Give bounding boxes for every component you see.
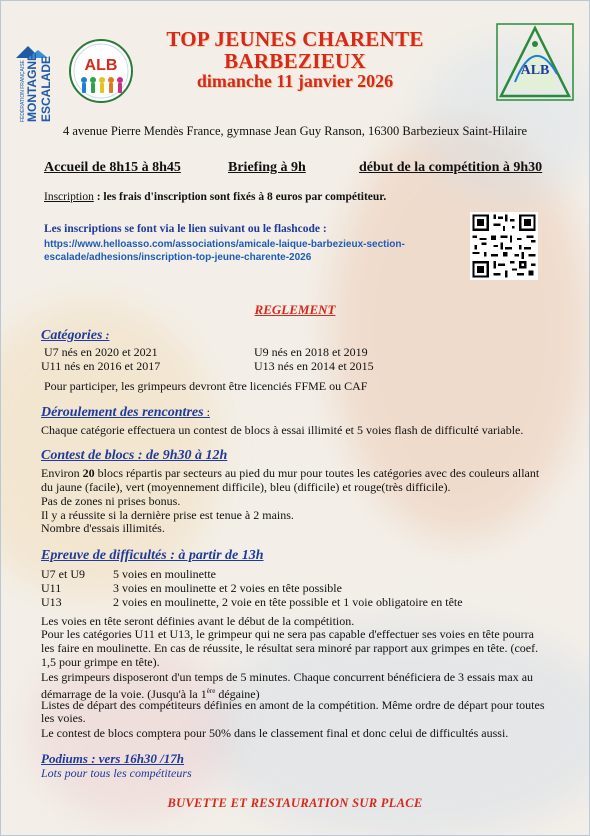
inscription-label: Inscription [44, 191, 94, 203]
contest-line1-bold: 20 [82, 466, 95, 480]
alb-right-text: ALB [520, 63, 550, 78]
ffme-logo-text3: FÉDÉRATION FRANÇAISE [20, 60, 26, 122]
briefing-time: Briefing à 9h [228, 160, 306, 175]
category-u11: U11 nés en 2016 et 2017 [41, 359, 161, 373]
categories-heading-suffix: : [102, 328, 110, 342]
alb-logo-text: ALB [84, 57, 118, 74]
title-line2: BARBEZIEUX [224, 49, 366, 73]
contest-line1-pre: Environ [41, 466, 83, 480]
category-u7: U7 nés en 2020 et 2021 [44, 345, 158, 359]
epreuve-p2a: Pour les catégories U11 et U13, le grimpeur qui ne sera pas capable d'effectuer ses voies en tête pourra [41, 627, 534, 641]
contest-line1-post: blocs répartis par secteurs au pied du mur pour toutes les catégories avec des couleurs allant [94, 466, 540, 480]
inscription-url-line1[interactable]: https://www.helloasso.com/associations/amicale-laique-barbezieux-section- [44, 239, 405, 250]
podiums-text: Lots pour tous les compétiteurs [41, 766, 192, 780]
deroulement-text: Chaque catégorie effectuera un contest de blocs à essai illimité et 5 voies flash de difficulté variable. [41, 423, 524, 437]
event-date: dimanche 11 janvier 2026 [196, 71, 394, 91]
epreuve-p3a: Les grimpeurs disposeront d'un temps de 5 minutes. Chaque concurrent bénéficiera de 3 essais max au [41, 670, 534, 684]
footer-buvette: BUVETTE ET RESTAURATION SUR PLACE [167, 796, 423, 810]
reglement-title: REGLEMENT [254, 302, 336, 317]
category-u9: U9 nés en 2018 et 2019 [254, 345, 368, 359]
start-time: début de la compétition à 9h30 [359, 160, 543, 175]
epreuve-p4a: Listes de départ des compétiteurs définies en amont de la compétition. Même ordre de départ pour toutes [41, 698, 545, 712]
ffme-logo-text2: ESCALADE [39, 55, 53, 122]
epreuve-row-cat: U11 [41, 581, 62, 595]
epreuve-p3b-sup: ère [206, 687, 216, 695]
epreuve-p3b-end: dégaine) [215, 687, 260, 701]
inscription-url-line2[interactable]: escalade/adhesions/inscription-top-jeune-charente-2026 [44, 252, 312, 263]
categories-heading [41, 328, 109, 344]
categories-heading-text: Catégories [41, 328, 103, 343]
epreuve-p2b: les faire en moulinette. En cas de réussite, le résultat sera minoré par rapport aux grimpes en tête. (coef. [41, 641, 539, 655]
registration-qr-code[interactable] [470, 212, 538, 280]
inscription-link-intro: Les inscriptions se font via le lien suivant ou le flashcode : [44, 223, 327, 235]
deroulement-heading-text: Déroulement des rencontres [41, 405, 204, 420]
venue-address: 4 avenue Pierre Mendès France, gymnase Jean Guy Ranson, 16300 Barbezieux Saint-Hilaire [62, 124, 528, 138]
title-line1: TOP JEUNES CHARENTE [166, 27, 424, 51]
contest-line3: Pas de zones ni prises bonus. [41, 494, 181, 508]
inscription-fee [44, 191, 386, 204]
inscription-text: : les frais d'inscription sont fixés à 8 euros par compétiteur. [93, 191, 387, 203]
epreuve-p4b: les voies. [41, 711, 86, 725]
podiums-heading: Podiums : vers 16h30 /17h [41, 751, 185, 766]
epreuve-row-desc: 5 voies en moulinette [113, 567, 216, 581]
epreuve-p2c: 1,5 pour grimpe en tête). [41, 655, 160, 669]
contest-line4: Il y a réussite si la dernière prise est tenue à 2 mains. [41, 508, 294, 522]
epreuve-p3b-text: démarrage de la voie. (Jusqu'à la 1 [41, 687, 207, 701]
epreuve-heading: Epreuve de difficultés : à partir de 13h [41, 548, 264, 563]
epreuve-row-cat: U13 [41, 595, 62, 609]
epreuve-p1: Les voies en tête seront définies avant le début de la compétition. [41, 614, 355, 628]
licence-requirement: Pour participer, les grimpeurs devront être licenciés FFME ou CAF [44, 379, 368, 393]
deroulement-heading [41, 405, 210, 421]
deroulement-heading-suffix: : [203, 405, 210, 419]
contest-line1 [41, 467, 539, 480]
epreuve-row-cat: U7 et U9 [41, 567, 85, 581]
contest-heading: Contest de blocs : de 9h30 à 12h [41, 448, 228, 463]
ffme-logo-text1: MONTAGNE [25, 52, 39, 122]
accueil-time: Accueil de 8h15 à 8h45 [44, 160, 181, 175]
epreuve-p5: Le contest de blocs comptera pour 50% dans le classement final et donc celui de difficultés aussi. [41, 726, 509, 740]
epreuve-row-desc: 2 voies en moulinette, 2 voie en tête possible et 1 voie obligatoire en tête [113, 595, 463, 609]
epreuve-row-desc: 3 voies en moulinette et 2 voies en tête possible [113, 581, 342, 595]
contest-line2: du jaune (facile), vert (moyennement difficile), bleu (difficile) et rouge(très difficile). [41, 480, 451, 494]
contest-line5: Nombre d'essais illimités. [41, 521, 165, 535]
category-u13: U13 nés en 2014 et 2015 [254, 359, 374, 373]
